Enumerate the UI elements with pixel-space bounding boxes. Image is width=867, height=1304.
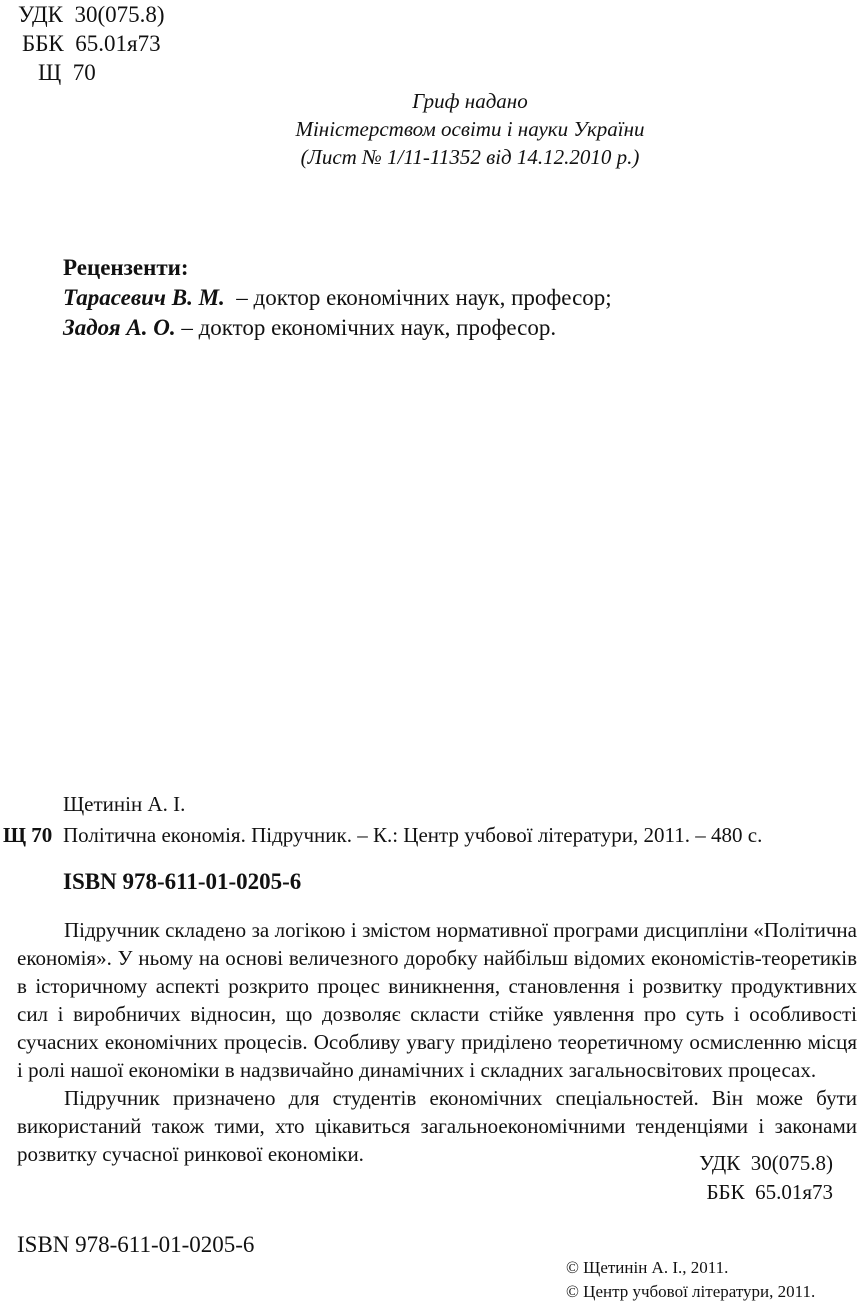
copyright-block — [566, 1256, 815, 1304]
reviewers-heading: Рецензенти: — [63, 255, 189, 280]
catalog-isbn: ISBN 978-611-01-0205-6 — [63, 869, 302, 894]
footer-classification — [699, 1149, 833, 1207]
copyright-author: © Щетинін А. І., 2011. — [566, 1258, 729, 1277]
reviewer-line — [63, 313, 612, 343]
reviewers-block — [63, 253, 612, 343]
abstract-text — [17, 916, 857, 1168]
catalog-title: Політична економія. Підручник. – К.: Центр учбової літератури, 2011. – 480 с. — [63, 823, 763, 847]
udk-code: УДК 30(075.8) — [18, 2, 165, 27]
classification-block — [18, 0, 165, 87]
footer-bbk: ББК 65.01я73 — [706, 1180, 833, 1204]
reviewer-name: Задоя А. О. — [63, 315, 176, 340]
catalog-author: Щетинін А. І. — [63, 792, 186, 816]
footer-udk: УДК 30(075.8) — [699, 1151, 833, 1175]
abstract-paragraph-2: Підручник призначено для студентів економічних спеціальностей. Він може бути використаний також тими, хто цікавиться загальноекономічними тенденціями і законами розвитку сучасної ринкової економіки. — [17, 1086, 857, 1166]
reviewer-line — [63, 283, 612, 313]
bbk-code: ББК 65.01я73 — [22, 31, 161, 56]
grif-line-2: Міністерством освіти і науки України — [295, 117, 645, 141]
reviewer-description: – доктор економічних наук, професор. — [175, 315, 557, 340]
footer-isbn: ISBN 978-611-01-0205-6 — [17, 1232, 255, 1257]
abstract-paragraph-1: Підручник складено за логікою і змістом нормативної програми дисципліни «Політична економія». У ньому на основі величезного доробку найбільш відомих економістів-теоретиків в історичному аспекті розкрито процес виникнення, становлення і розвитку продуктивних сил і виробничих відносин, що дозволяє скласти стійке уявлення про суть і особливості сучасних економічних процесів. Особливу увагу приділено теоретичному осмисленню місця і ролі нашої економіки в надзвичайно динамічних і складних загальносвітових процесах. — [17, 918, 857, 1082]
reviewer-name: Тарасевич В. М. — [63, 285, 225, 310]
catalog-code: Щ 70 — [3, 823, 53, 847]
copyright-publisher: © Центр учбової літератури, 2011. — [566, 1282, 816, 1301]
grif-stamp — [270, 87, 670, 171]
grif-line-1: Гриф надано — [412, 89, 528, 113]
reviewer-description: – доктор економічних наук, професор; — [224, 285, 612, 310]
grif-line-3: (Лист № 1/11-11352 від 14.12.2010 р.) — [300, 145, 640, 169]
author-sign-code: Щ 70 — [38, 60, 96, 85]
